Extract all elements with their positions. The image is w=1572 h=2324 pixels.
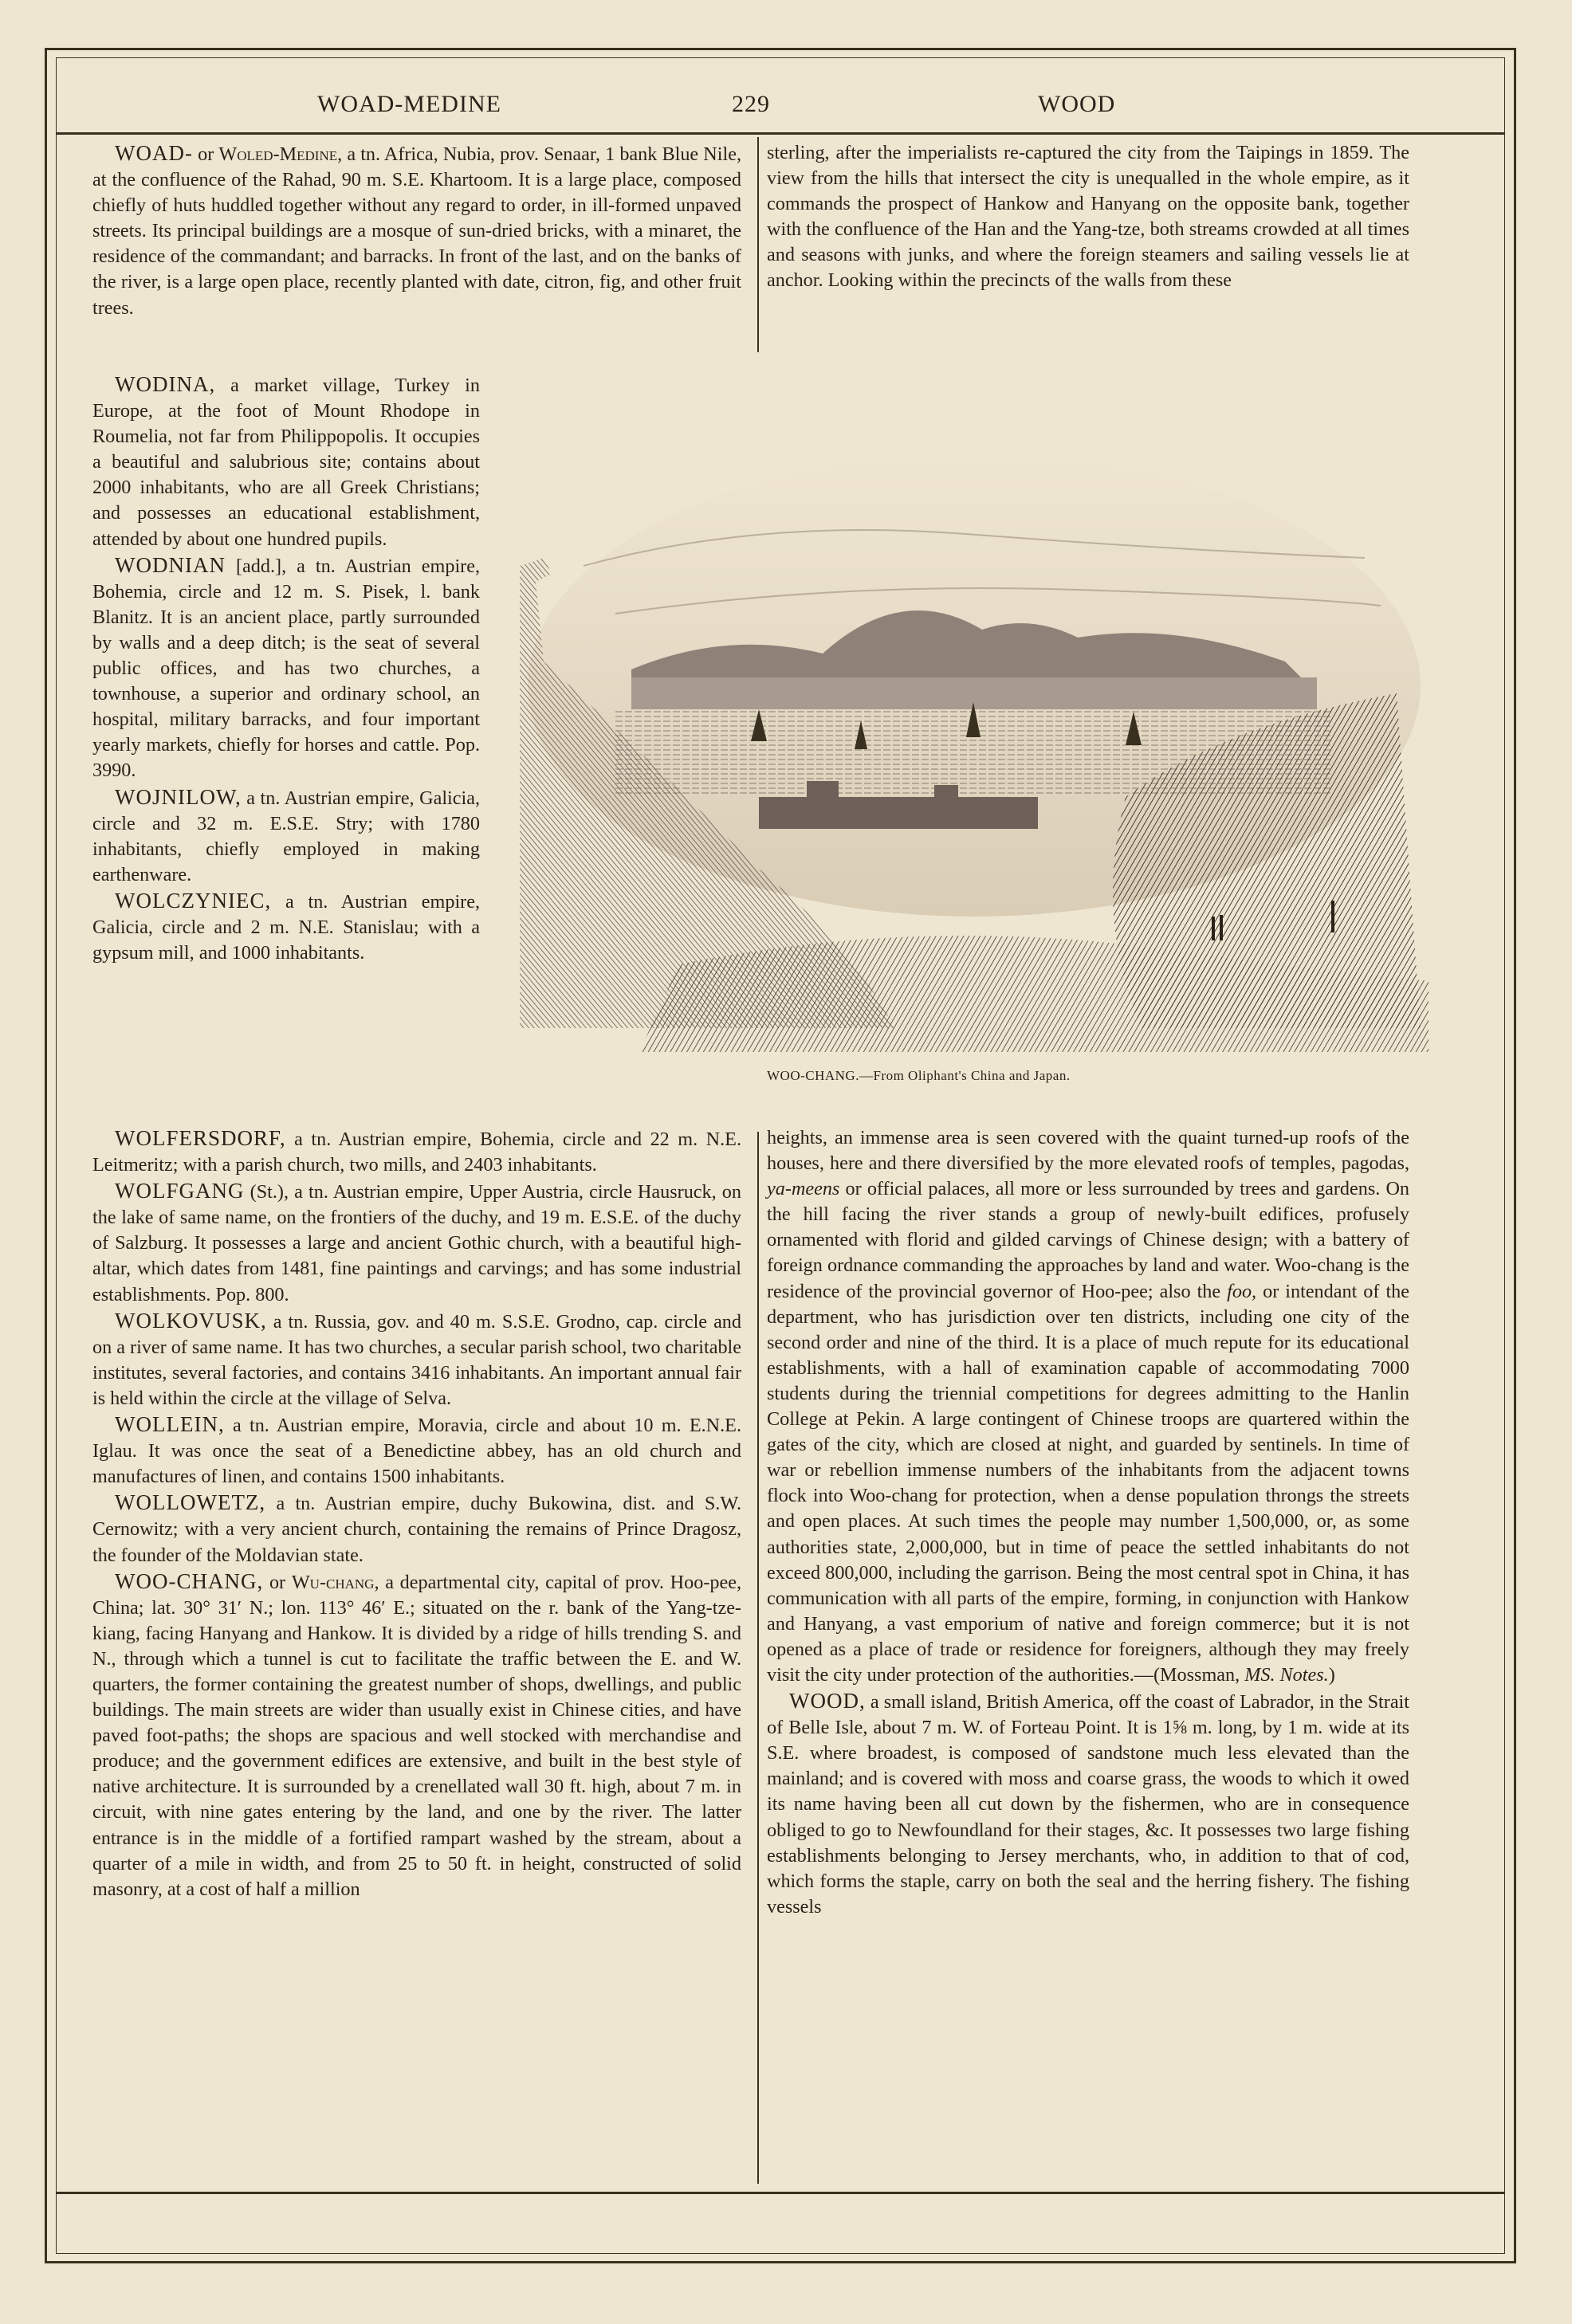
entry-text: a departmental city, capital of prov. Hoo-pee, China; lat. 30° 31′ N.; lon. 113° 46′ E.; situated on the r. bank of the Yang-tze-kiang, facing Hanyang and Hankow. It is divided by a ridge of hills trending S. and N., through which a tunnel is cut to facilitate the traffic between the E. and W. quarters, the former containing the greatest number of shops, dwellings, and public buildings. The main streets are wider than usually exist in Chinese cities, and have paved foot-paths; the shops are spacious and well stocked with merchandise and produce; and the government edifices are extensive, and built in the best style of native architecture. It is surrounded by a crenellated wall 30 ft. high, about 7 m. in circuit, with nine gates entering by the land, and one by the river. The latter entrance is in the middle of a fortified rampart washed by the stream, about a quarter of a mile in width, and from 25 to 50 ft. in height, constructed of solid masonry, at a cost of half a million: [92, 1571, 741, 1900]
entry-woad: WOAD- or Woled-Medine, a tn. Africa, Nubia, prov. Senaar, 1 bank Blue Nile, at the confluence of the Rahad, 90 m. S.E. Khartoom. It is a large place, composed chiefly of huts huddled together without any regard to order, in ill-formed unpaved streets. Its principal buildings are a mosque of sun-dried bricks, with a minaret, the residence of the commandant; and barracks. In front of the last, and on the banks of the river, is a large open place, recently planted with date, citron, fig, and other fruit trees.: [92, 141, 741, 319]
entry-wolkovusk: [92, 1308, 741, 1411]
italic-source: MS. Notes.: [1244, 1663, 1329, 1686]
right-column-bottom: [767, 1125, 1409, 1920]
page-number: 229: [732, 91, 770, 117]
paragraph-text: or intendant of the department, who has jurisdiction over ten districts, including one city of the second order and nine of the third. It is a place of much repute for its educational establishments, with a hall of examination capable of accommodating 7000 students during the triennial competitions for degrees admitting to the Hanlin College at Pekin. A large contingent of Chinese troops are quartered within the gates of the city, which are closed at night, and guarded by sentinels. In time of war or rebellion immense numbers of the inhabitants from the adjacent towns flock into Woo-chang for protection, when a dense population throngs the streets and open places. At such times the people may number 1,500,000, or, as some authorities state, 2,000,000, but in time of peace the settled inhabitants do not exceed 800,000, including the garrison. Being the most central spot in China, it has communication with all parts of the empire, forming, in conjunction with Hankow and Hanyang, a vast emporium of native and foreign commerce; but it is not opened as a place of trade or residence for foreigners, although they may freely visit the city under protection of the authorities.—(Mossman,: [767, 1280, 1410, 1686]
entry-text: (St.), a tn. Austrian empire, Upper Austria, circle Hausruck, on the lake of same name, on the frontiers of the duchy, and 19 m. E.S.E. of the duchy of Salzburg. It possesses a large and ancient Gothic church, with a beautiful high-altar, which dates from 1481, fine paintings and carvings; and has some industrial establishments. Pop. 800.: [92, 1181, 741, 1305]
paragraph-text: ): [1328, 1663, 1335, 1686]
entry-wolfgang: [92, 1178, 741, 1307]
entry-wodina: [92, 371, 480, 552]
woochang-continued: sterling, after the imperialists re-captured the city from the Taipings in 1859. The view from the hills that intersect the city is unequalled in the whole empire, as it commands the prospect of Hankow and Hanyang on the opposite bank, together with the confluence of the Han and the Yang-tze, both streams crowded at all times and seasons with junks, and where the foreign steamers and sailing vessels lie at anchor. Looking within the precincts of the walls from these: [767, 142, 1409, 292]
paragraph-text: heights, an immense area is seen covered with the quaint turned-up roofs of the houses, here and there diversified by the more elevated roofs of temples, pagodas,: [767, 1127, 1409, 1175]
headword: WODNIAN: [115, 552, 226, 577]
entry-wollowetz: [92, 1490, 741, 1568]
column-divider-bottom: [757, 1132, 759, 2184]
italic-term: foo,: [1227, 1280, 1257, 1302]
italic-term: ya-meens: [767, 1178, 840, 1200]
paragraph-text: or official palaces, all more or less surrounded by trees and gardens. On the hill facing the river stands a group of newly-built edifices, profusely ornamented with florid and gilded carvings of Chinese design; with a battery of foreign ordnance commanding the approaches by land and water. Woo-chang is the residence of the provincial governor of Hoo-pee; also the: [767, 1178, 1410, 1302]
entry-text: a tn. Austrian empire, Galicia, circle and 32 m. E.S.E. Stry; with 1780 inhabitants, chiefly employed in making earthenware.: [92, 787, 481, 885]
right-column-top: [767, 140, 1409, 294]
left-column-top: [92, 140, 741, 321]
entry-text: a small island, British America, off the coast of Labrador, in the Strait of Belle Isle, about 7 m. W. of Forteau Point. It is 1⅝ m. long, by 1 m. wide at its S.E. where broadest, is composed of sandstone much less elevated than the mainland; and is covered with moss and coarse grass, the woods to which it owed its name having been all cut down by the fishermen, who are in consequence obliged to go to Newfoundland for their stages, &c. It possesses two large fishing establishments belonging to Jersey merchants, who, in addition to that of cod, which forms the staple, carry on both the seal and the herring fishery. The fishing vessels: [767, 1691, 1409, 1918]
headword: WOAD-: [115, 141, 193, 165]
entry-text: a tn. Austrian empire, Galicia, circle and 2 m. N.E. Stanislau; with a gypsum mill, and 1000 inhabitants.: [92, 890, 481, 964]
running-head-left: WOAD-MEDINE: [317, 91, 501, 117]
entry-text: Africa, Nubia, prov. Senaar, 1 bank Blue Nile, at the confluence of the Rahad, 90 m. S.E. Khartoom. It is a large place, composed chiefly of huts huddled together without any regard to order, in ill-formed unpaved streets. Its principal buildings are a mosque of sun-dried bricks, with a minaret, the residence of the commandant; and barracks. In front of the last, and on the banks of the river, is a large open place, recently planted with date, citron, fig, and other fruit trees.: [92, 143, 741, 319]
headword: WOJNILOW,: [115, 784, 242, 809]
headword-alt: Woled-Medine: [218, 143, 338, 165]
entry-text: a market village, Turkey in Europe, at the foot of Mount Rhodope in Roumelia, not far from Philippopolis. It occupies a beautiful and salubrious site; contains about 2000 inhabitants, who are all Greek Christians; and possesses an educational establishment, attended by about one hundred pupils.: [92, 375, 480, 550]
figure-caption: WOO-CHANG.—From Oliphant's China and Japan.: [767, 1068, 1071, 1083]
headword: WODINA,: [115, 372, 216, 396]
entry-wojnilow: [92, 784, 480, 888]
left-column-narrow: [92, 371, 480, 966]
entry-text: a tn. Austrian empire, Moravia, circle and about 10 m. E.N.E. Iglau. It was once the seat of a Benedictine abbey, has an old church and manufactures of linen, and contains 1500 inhabitants.: [92, 1415, 741, 1488]
entry-text: a tn. Austrian empire, duchy Bukowina, dist. and S.W. Cernowitz; with a very ancient church, containing the remains of Prince Dragosz, the founder of the Moldavian state.: [92, 1493, 741, 1566]
headword: WOOD,: [789, 1689, 866, 1714]
entry-wolfersdorf: [92, 1125, 741, 1178]
headword: WOLLOWETZ,: [115, 1490, 266, 1515]
column-divider-top: [757, 137, 759, 352]
city-band: [631, 677, 1317, 709]
entry-wolczyniec: [92, 888, 480, 966]
running-head-right: WOOD: [1038, 91, 1116, 117]
headword-alt: Wu-chang: [291, 1571, 375, 1593]
entry-text: a tn. Austrian empire, Bohemia, circle and 22 m. N.E. Leitmeritz; with a parish church, two mills, and 2403 inhabitants.: [92, 1129, 742, 1176]
entry-woochang: WOO-CHANG, or Wu-chang, a departmental city, capital of prov. Hoo-pee, China; lat. 30° 31′ N.; lon. 113° 46′ E.; situated on the r. bank of the Yang-tze-kiang, facing Hanyang and Hankow. It is divided by a ridge of hills trending S. and N., through which a tunnel is cut to facilitate the traffic between the E. and W. quarters, the former containing the greatest number of shops, dwellings, and public buildings. The main streets are wider than usually exist in Chinese cities, and have paved foot-paths; the shops are spacious and well stocked with merchandise and produce; and the government edifices are extensive, and built in the best style of native architecture. It is surrounded by a crenellated wall 30 ft. high, about 7 m. in circuit, with nine gates entering by the land, and one by the river. The latter entrance is in the middle of a fortified rampart washed by the stream, about a quarter of a mile in width, and from 25 to 50 ft. in height, constructed of solid masonry, at a cost of half a million: [92, 1568, 741, 1900]
woochang-continued-2: [767, 1125, 1409, 1688]
left-column-bottom: [92, 1125, 741, 1902]
footer-rule: [56, 2192, 1505, 2194]
headword: WOLLEIN,: [115, 1412, 225, 1437]
headword: WOO-CHANG,: [115, 1568, 264, 1593]
entry-text: a tn. Russia, gov. and 40 m. S.S.E. Grodno, cap. circle and on a river of same name. It has two churches, a secular parish school, two charitable institutes, several factories, and contains 3416 inhabitants. An important annual fair is held within the circle at the village of Selva.: [92, 1310, 742, 1409]
headword: WOLCZYNIEC,: [115, 888, 272, 913]
entry-wood: [767, 1688, 1409, 1920]
entry-wodnian: [92, 552, 480, 784]
headword: WOLFGANG: [115, 1179, 245, 1203]
headword: WOLFERSDORF,: [115, 1126, 286, 1150]
entry-text: [add.], a tn. Austrian empire, Bohemia, circle and 12 m. S. Pisek, l. bank Blanitz. It is an ancient place, partly surrounded by walls and a deep ditch; is the seat of several public offices, and has two churches, a townhouse, a superior and ordinary school, an hospital, military barracks, and four important yearly markets, chiefly for horses and cattle. Pop. 3990.: [92, 555, 480, 782]
entry-wollein: [92, 1411, 741, 1490]
headword: WOLKOVUSK,: [115, 1308, 267, 1333]
header-rule: [56, 132, 1505, 135]
woo-chang-engraving: [520, 422, 1429, 1052]
